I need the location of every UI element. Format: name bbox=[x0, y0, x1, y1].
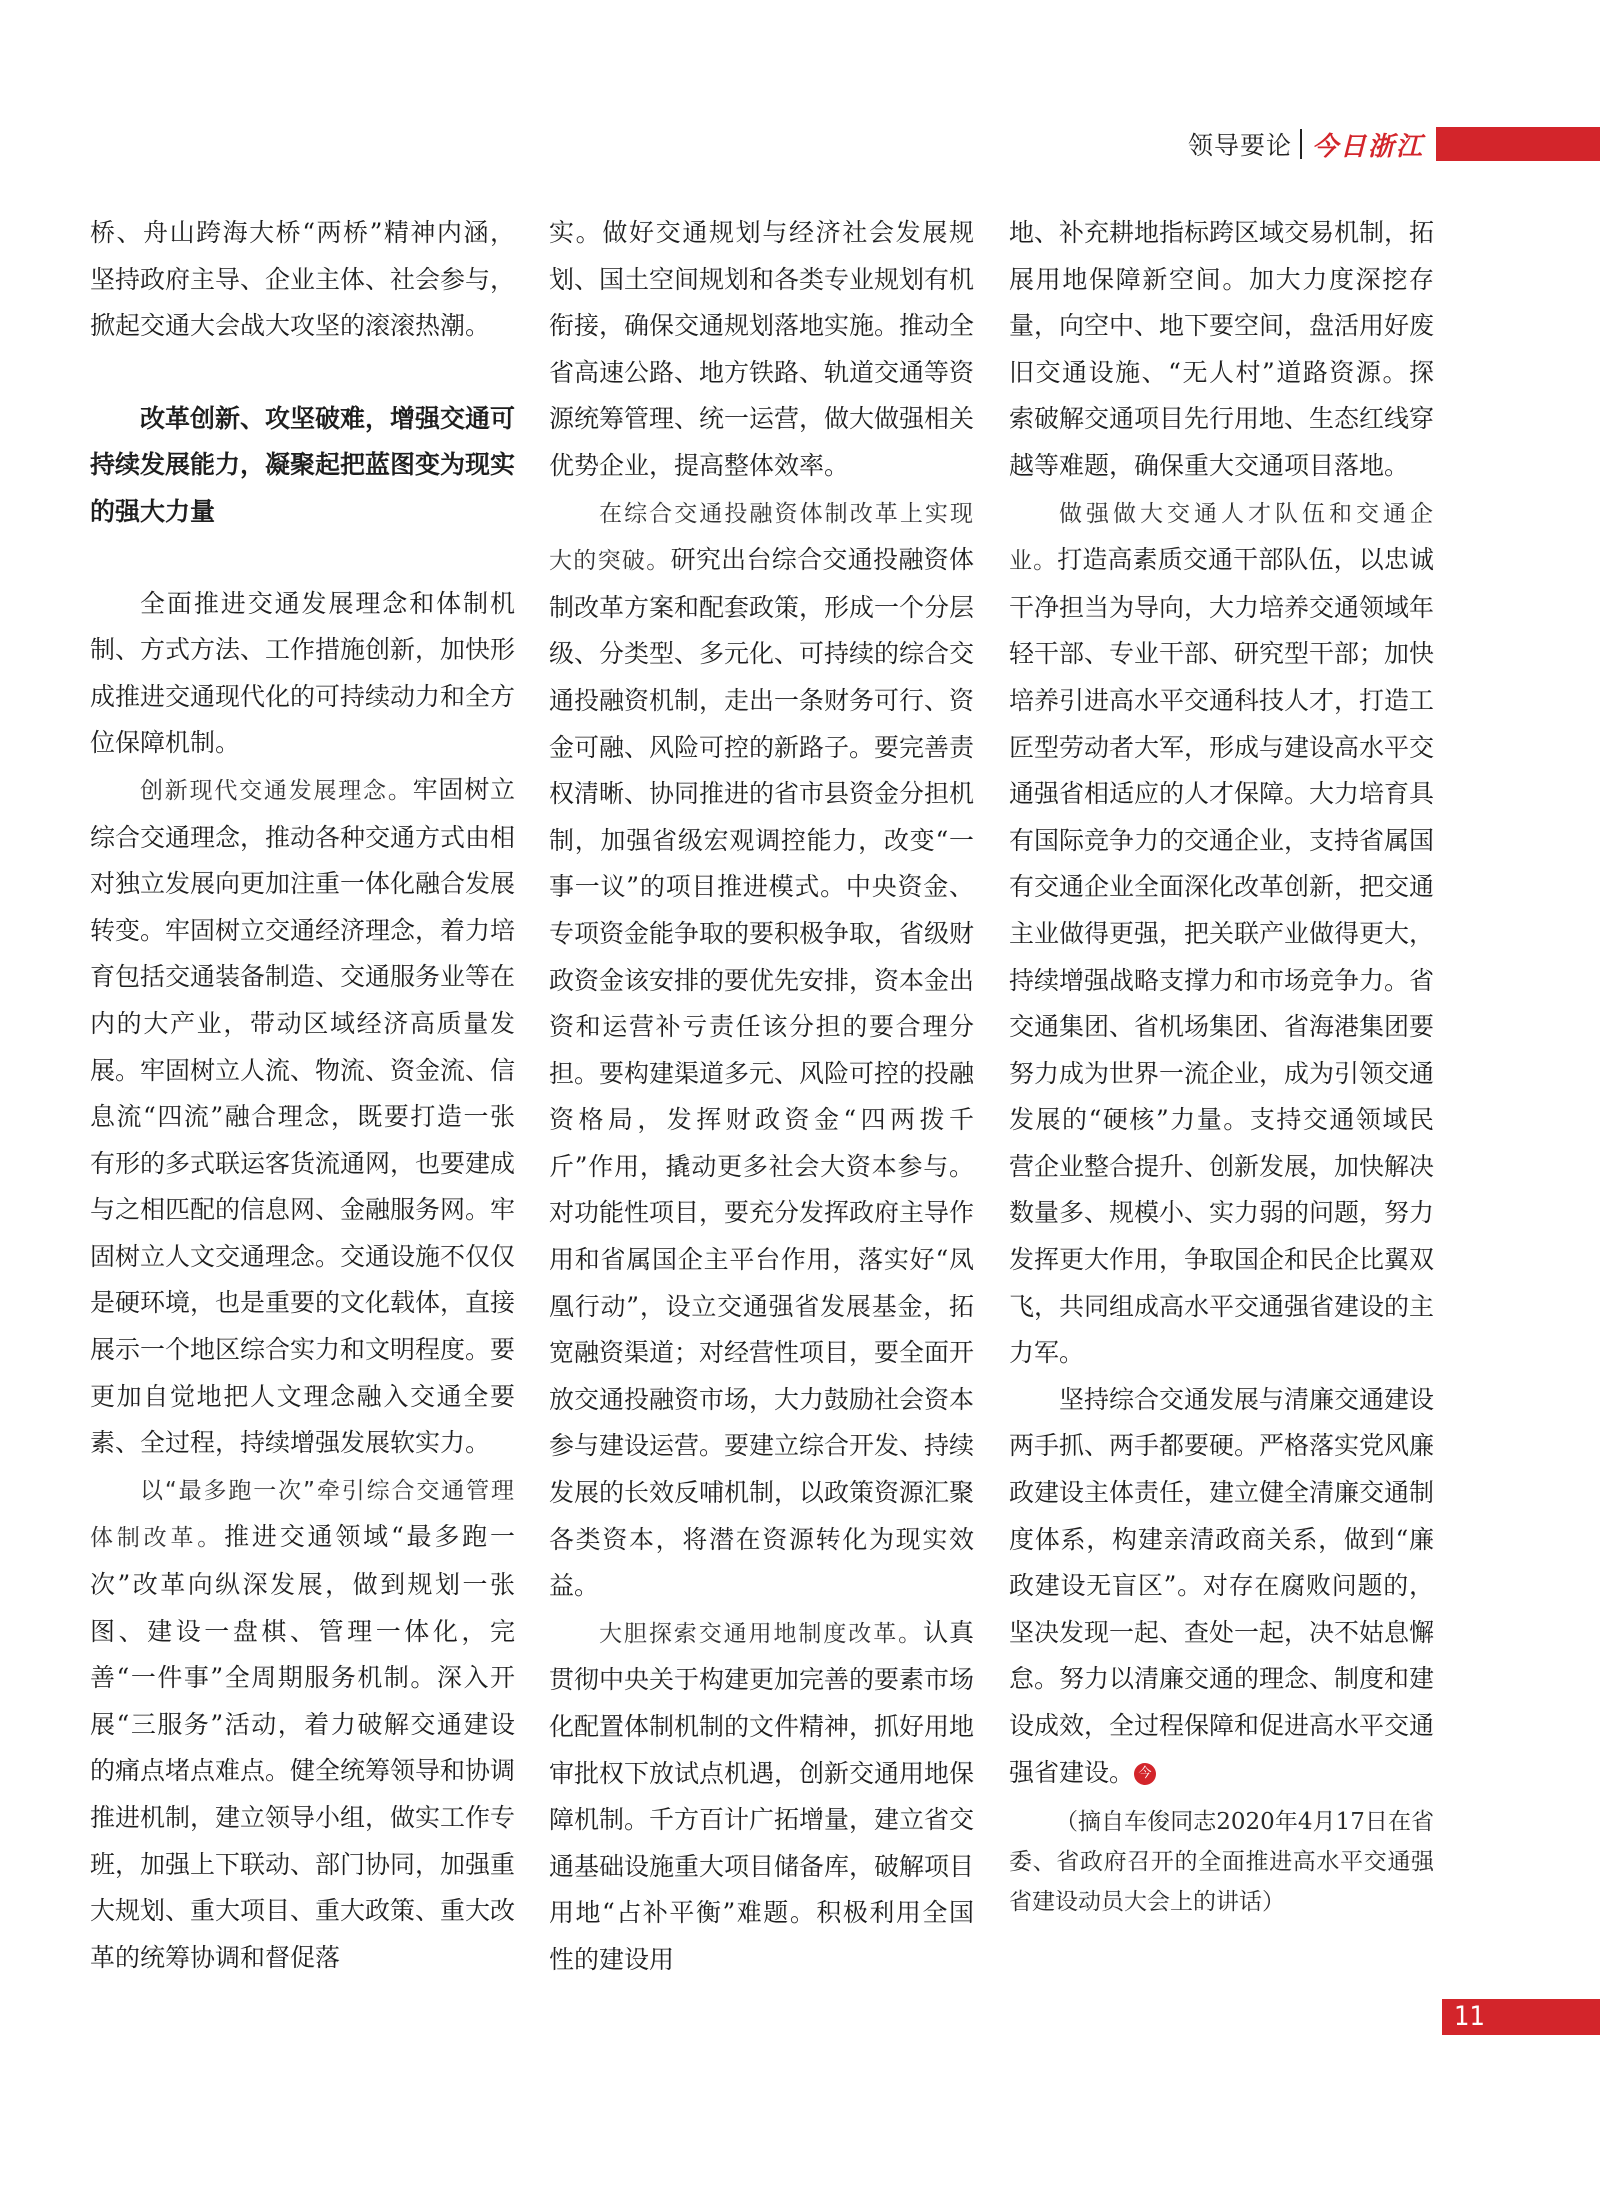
paragraph bbox=[549, 1610, 974, 1984]
paragraph-body: 研究出台综合交通投融资体制改革方案和配套政策，形成一个分层级、分类型、多元化、可持续的综合交通投融资机制，走出一条财务可行、资金可融、风险可控的新路子。要完善责权清晰、协同推进的省市县资金分担机制，加强省级宏观调控能力，改变“一事一议”的项目推进模式。中央资金、专项资金能争取的要积极争取，省级财政资金该安排的要优先安排，资本金出资和运营补亏责任该分担的要合理分担。要构建渠道多元、风险可控的投融资格局，发挥财政资金“四两拨千斤”作用，撬动更多社会大资本参与。对功能性项目，要充分发挥政府主导作用和省属国企主平台作用，落实好“凤凰行动”，设立交通强省发展基金，拓宽融资渠道；对经营性项目，要全面开放交通投融资市场，大力鼓励社会资本参与建设运营。要建立综合开发、持续发展的长效反哺机制，以政策资源汇聚各类资本，将潜在资源转化为现实效益。 bbox=[549, 545, 975, 1601]
section-name: 领导要论 bbox=[1187, 131, 1292, 160]
paragraph bbox=[1009, 490, 1434, 1377]
text-column-2 bbox=[549, 210, 974, 1984]
paragraph-lead: 大胆探索交通用地制度改革。 bbox=[599, 1620, 924, 1647]
paragraph-lead: 做强做大交通人才队伍和交通企业。 bbox=[1009, 500, 1434, 575]
paragraph-body: 坚持综合交通发展与清廉交通建设两手抓、两手都要硬。严格落实党风廉政建设主体责任，建立健全清廉交通制度体系，构建亲清政商关系，做到“廉政建设无盲区”。对存在腐败问题的，坚决发现一起、查处一起，决不姑息懈怠。努力以清廉交通的理念、制度和建设成效，全过程保障和促进高水平交通强省建设。 bbox=[1009, 1384, 1435, 1787]
paragraph-lead: 以“最多跑一次”牵引综合交通管理体制改革。 bbox=[90, 1477, 515, 1552]
paragraph bbox=[1009, 1377, 1434, 1796]
paragraph bbox=[90, 1467, 515, 1982]
header-red-bar bbox=[1436, 127, 1600, 161]
paragraph: 全面推进交通发展理念和体制机制、方式方法、工作措施创新，加快形成推进交通现代化的可持续动力和全方位保障机制。 bbox=[90, 588, 516, 758]
paragraph bbox=[90, 767, 515, 1467]
text-column-3 bbox=[1009, 210, 1434, 1922]
paragraph: 桥、舟山跨海大桥“两桥”精神内涵，坚持政府主导、企业主体、社会参与，掀起交通大会战大攻坚的滚滚热潮。 bbox=[90, 218, 516, 341]
brand-logo: 今日浙江 bbox=[1311, 131, 1424, 162]
paragraph-body: 打造高素质交通干部队伍，以忠诚干净担当为导向，大力培养交通领域年轻干部、专业干部、研究型干部；加快培养引进高水平交通科技人才，打造工匠型劳动者大军，形成与建设高水平交通强省相适应的人才保障。大力培育具有国际竞争力的交通企业，支持省属国有交通企业全面深化改革创新，把交通主业做得更强，把关联产业做得更大，持续增强战略支撑力和市场竞争力。省交通集团、省机场集团、省海港集团要努力成为世界一流企业，成为引领交通发展的“硬核”力量。支持交通领域民营企业整合提升、创新发展，加快解决数量多、规模小、实力弱的问题，努力发挥更大作用，争取国企和民企比翼双飞，共同组成高水平交通强省建设的主力军。 bbox=[1009, 545, 1435, 1368]
page-number: 11 bbox=[1442, 1999, 1600, 2035]
source-note: （摘自车俊同志2020年4月17日在省委、省政府召开的全面推进高水平交通强省建设动员大会上的讲话） bbox=[1009, 1809, 1434, 1916]
section-heading: 改革创新、攻坚破难，增强交通可持续发展能力，凝聚起把蓝图变为现实的强大力量 bbox=[90, 403, 516, 526]
paragraph-lead: 创新现代交通发展理念。 bbox=[140, 777, 413, 804]
paragraph-lead: 在综合交通投融资体制改革上实现大的突破。 bbox=[549, 500, 974, 575]
paragraph: 地、补充耕地指标跨区域交易机制，拓展用地保障新空间。加大力度深挖存量，向空中、地下要空间，盘活用好废旧交通设施、“无人村”道路资源。探索破解交通项目先行用地、生态红线穿越等难题，确保重大交通项目落地。 bbox=[1009, 218, 1435, 480]
paragraph: 实。做好交通规划与经济社会发展规划、国土空间规划和各类专业规划有机衔接，确保交通规划落地实施。推动全省高速公路、地方铁路、轨道交通等资源统筹管理、统一运营，做大做强相关优势企业，提高整体效率。 bbox=[549, 218, 975, 480]
paragraph-body: 牢固树立综合交通理念，推动各种交通方式由相对独立发展向更加注重一体化融合发展转变。牢固树立交通经济理念，着力培育包括交通装备制造、交通服务业等在内的大产业，带动区域经济高质量发展。牢固树立人流、物流、资金流、信息流“四流”融合理念，既要打造一张有形的多式联运客货流通网，也要建成与之相匹配的信息网、金融服务网。牢固树立人文交通理念。交通设施不仅仅是硬环境，也是重要的文化载体，直接展示一个地区综合实力和文明程度。要更加自觉地把人文理念融入交通全要素、全过程，持续增强发展软实力。 bbox=[90, 774, 516, 1458]
end-mark-icon: 今 bbox=[1134, 1763, 1156, 1785]
paragraph-body: 认真贯彻中央关于构建更加完善的要素市场化配置体制机制的文件精神，抓好用地审批权下放试点机遇，创新交通用地保障机制。千方百计广拓增量，建立省交通基础设施重大项目储备库，破解项目用地“占补平衡”难题。积极利用全国性的建设用 bbox=[549, 1617, 975, 1974]
page-header bbox=[1188, 126, 1600, 162]
header-separator bbox=[1300, 129, 1302, 159]
text-column-1 bbox=[90, 210, 515, 1981]
paragraph-body: 推进交通领域“最多跑一次”改革向纵深发展，做到规划一张图、建设一盘棋、管理一体化，完善“一件事”全周期服务机制。深入开展“三服务”活动，着力破解交通建设的痛点堵点难点。健全统筹领导和协调推进机制，建立领导小组，做实工作专班，加强上下联动、部门协同，加强重大规划、重大项目、重大政策、重大改革的统筹协调和督促落 bbox=[90, 1522, 516, 1972]
paragraph bbox=[549, 490, 974, 1610]
